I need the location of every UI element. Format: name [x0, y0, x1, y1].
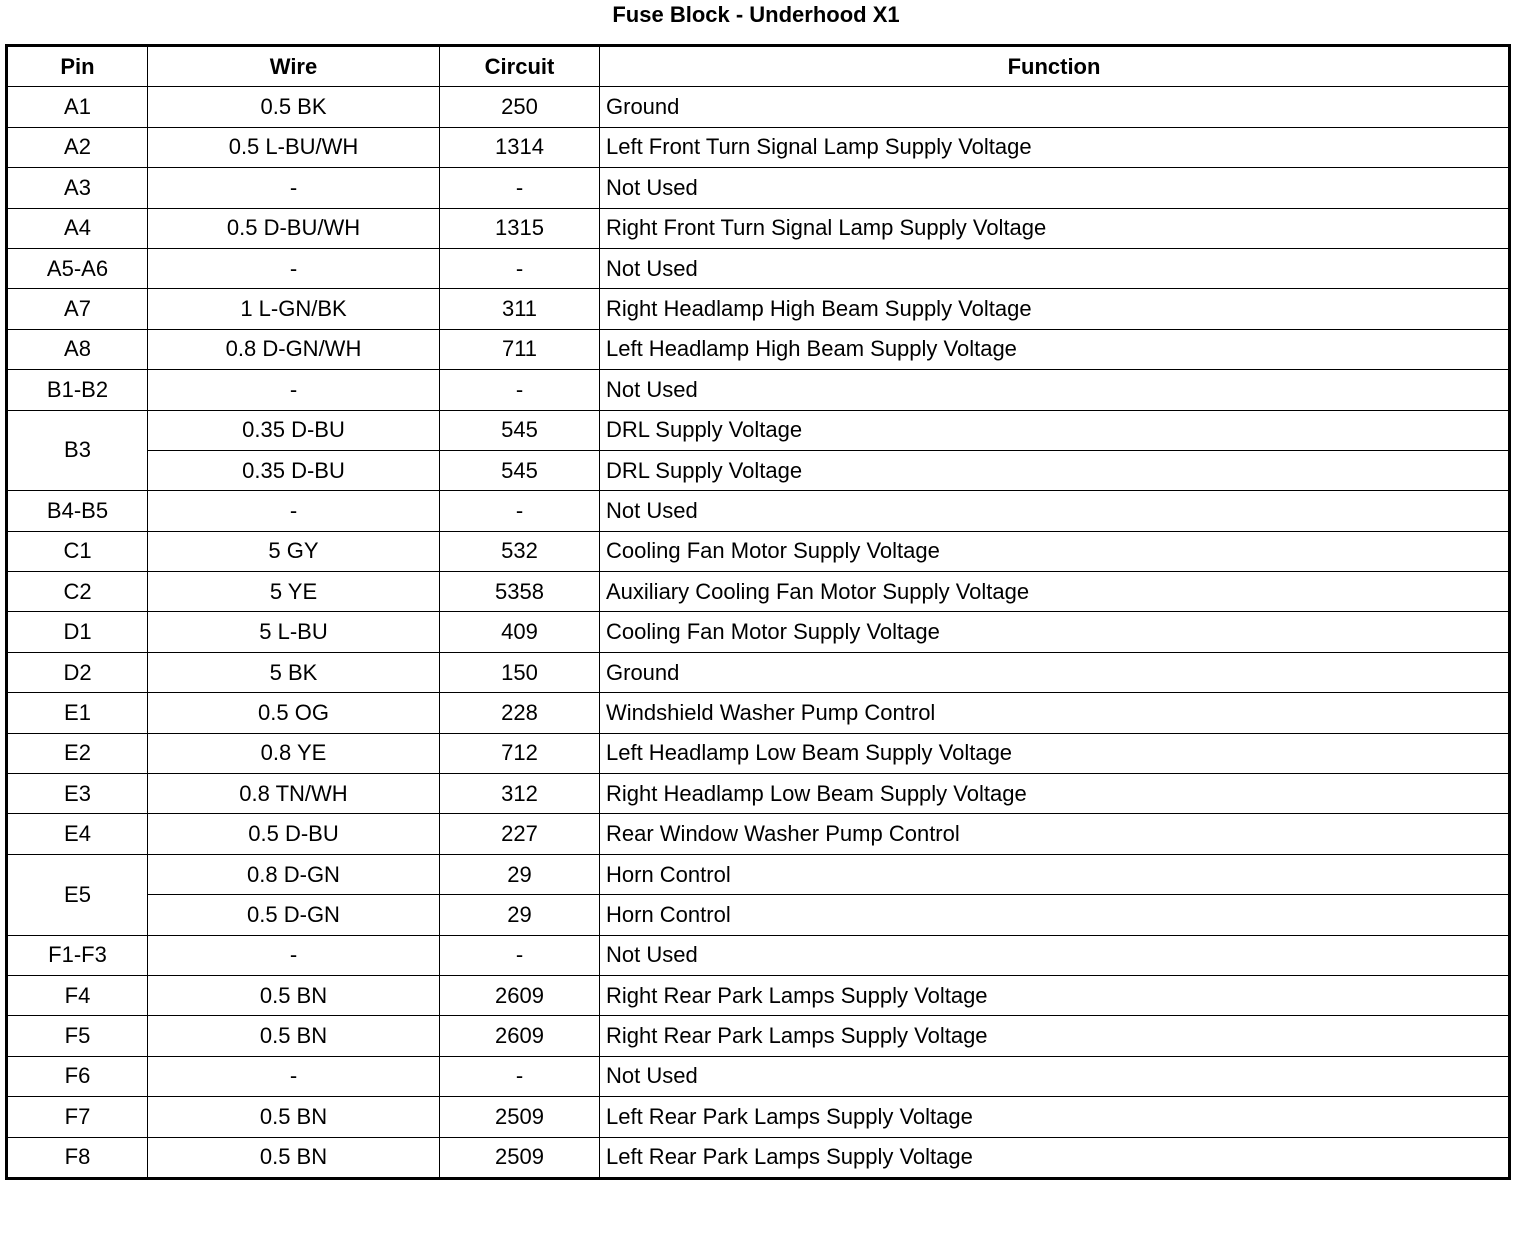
function-cell: Windshield Washer Pump Control	[600, 693, 1510, 733]
table-row	[7, 491, 1510, 531]
function-cell: Right Rear Park Lamps Supply Voltage	[600, 1016, 1510, 1056]
circuit-cell: 409	[440, 612, 600, 652]
circuit-cell: 29	[440, 854, 600, 894]
circuit-cell: 2509	[440, 1097, 600, 1137]
wire-cell: 0.5 BN	[148, 1016, 440, 1056]
table-row	[7, 774, 1510, 814]
function-cell: Left Rear Park Lamps Supply Voltage	[600, 1097, 1510, 1137]
pin-cell: A3	[7, 168, 148, 208]
table-row	[7, 329, 1510, 369]
pin-cell: A8	[7, 329, 148, 369]
connector-pinout-table	[5, 44, 1511, 1180]
wire-cell: 0.5 BK	[148, 87, 440, 127]
table-header	[7, 46, 1510, 87]
table-row	[7, 733, 1510, 773]
function-cell: Right Headlamp Low Beam Supply Voltage	[600, 774, 1510, 814]
circuit-cell: -	[440, 370, 600, 410]
function-cell: Left Rear Park Lamps Supply Voltage	[600, 1137, 1510, 1178]
table-row	[7, 370, 1510, 410]
wire-cell: -	[148, 168, 440, 208]
wire-cell: 0.8 D-GN/WH	[148, 329, 440, 369]
table-row	[7, 975, 1510, 1015]
function-cell: Right Rear Park Lamps Supply Voltage	[600, 975, 1510, 1015]
column-header-circuit: Circuit	[440, 46, 600, 87]
pin-cell: B3	[7, 410, 148, 491]
circuit-cell: -	[440, 168, 600, 208]
circuit-cell: 228	[440, 693, 600, 733]
table-row	[7, 208, 1510, 248]
wire-cell: 0.5 BN	[148, 1137, 440, 1178]
pin-cell: E2	[7, 733, 148, 773]
column-header-pin: Pin	[7, 46, 148, 87]
function-cell: Ground	[600, 652, 1510, 692]
function-cell: Horn Control	[600, 854, 1510, 894]
function-cell: Rear Window Washer Pump Control	[600, 814, 1510, 854]
circuit-cell: 227	[440, 814, 600, 854]
function-cell: Not Used	[600, 491, 1510, 531]
function-cell: Not Used	[600, 370, 1510, 410]
table-body	[7, 87, 1510, 1179]
pin-cell: E4	[7, 814, 148, 854]
table-row	[7, 652, 1510, 692]
circuit-cell: 545	[440, 450, 600, 490]
wire-cell: 5 YE	[148, 572, 440, 612]
pin-cell: E5	[7, 854, 148, 935]
pin-cell: B4-B5	[7, 491, 148, 531]
pin-cell: F8	[7, 1137, 148, 1178]
header-row	[7, 46, 1510, 87]
pin-cell: E1	[7, 693, 148, 733]
table-row	[7, 450, 1510, 490]
table-row	[7, 1137, 1510, 1178]
function-cell: Right Front Turn Signal Lamp Supply Voltage	[600, 208, 1510, 248]
function-cell: Cooling Fan Motor Supply Voltage	[600, 612, 1510, 652]
circuit-cell: 2509	[440, 1137, 600, 1178]
circuit-cell: 150	[440, 652, 600, 692]
function-cell: Left Headlamp High Beam Supply Voltage	[600, 329, 1510, 369]
pin-cell: E3	[7, 774, 148, 814]
wire-cell: 0.5 BN	[148, 975, 440, 1015]
pin-cell: A7	[7, 289, 148, 329]
pin-cell: D2	[7, 652, 148, 692]
wire-cell: 0.5 D-GN	[148, 895, 440, 935]
circuit-cell: 2609	[440, 1016, 600, 1056]
circuit-cell: -	[440, 491, 600, 531]
page-title: Fuse Block - Underhood X1	[612, 2, 900, 27]
function-cell: Cooling Fan Motor Supply Voltage	[600, 531, 1510, 571]
pin-cell: F4	[7, 975, 148, 1015]
table-row	[7, 410, 1510, 450]
wire-cell: -	[148, 370, 440, 410]
table-row	[7, 168, 1510, 208]
table-row	[7, 814, 1510, 854]
wire-cell: 0.35 D-BU	[148, 450, 440, 490]
circuit-cell: 1315	[440, 208, 600, 248]
table-row	[7, 895, 1510, 935]
circuit-cell: 5358	[440, 572, 600, 612]
wire-cell: -	[148, 248, 440, 288]
pin-cell: F6	[7, 1056, 148, 1096]
wire-cell: 0.35 D-BU	[148, 410, 440, 450]
pin-cell: A1	[7, 87, 148, 127]
table-row	[7, 935, 1510, 975]
function-cell: Not Used	[600, 168, 1510, 208]
function-cell: Right Headlamp High Beam Supply Voltage	[600, 289, 1510, 329]
function-cell: Ground	[600, 87, 1510, 127]
wire-cell: 0.8 YE	[148, 733, 440, 773]
table-row	[7, 1056, 1510, 1096]
circuit-cell: 545	[440, 410, 600, 450]
wire-cell: -	[148, 1056, 440, 1096]
pin-cell: C2	[7, 572, 148, 612]
pin-cell: F5	[7, 1016, 148, 1056]
wire-cell: -	[148, 491, 440, 531]
function-cell: DRL Supply Voltage	[600, 410, 1510, 450]
circuit-cell: -	[440, 248, 600, 288]
pin-cell: A2	[7, 127, 148, 167]
circuit-cell: 711	[440, 329, 600, 369]
pin-cell: D1	[7, 612, 148, 652]
function-cell: Not Used	[600, 248, 1510, 288]
wire-cell: 0.5 BN	[148, 1097, 440, 1137]
function-cell: Left Headlamp Low Beam Supply Voltage	[600, 733, 1510, 773]
circuit-cell: 312	[440, 774, 600, 814]
table-row	[7, 1097, 1510, 1137]
circuit-cell: 532	[440, 531, 600, 571]
function-cell: Horn Control	[600, 895, 1510, 935]
wire-cell: 5 GY	[148, 531, 440, 571]
circuit-cell: 1314	[440, 127, 600, 167]
pin-cell: F7	[7, 1097, 148, 1137]
table-row	[7, 127, 1510, 167]
circuit-cell: 311	[440, 289, 600, 329]
pin-cell: A5-A6	[7, 248, 148, 288]
function-cell: Not Used	[600, 1056, 1510, 1096]
table-row	[7, 612, 1510, 652]
wire-cell: 0.8 D-GN	[148, 854, 440, 894]
table-row	[7, 854, 1510, 894]
column-header-wire: Wire	[148, 46, 440, 87]
wire-cell: 0.8 TN/WH	[148, 774, 440, 814]
circuit-cell: 29	[440, 895, 600, 935]
table-row	[7, 531, 1510, 571]
circuit-cell: 2609	[440, 975, 600, 1015]
table-row	[7, 572, 1510, 612]
function-cell: Left Front Turn Signal Lamp Supply Voltage	[600, 127, 1510, 167]
table-row	[7, 693, 1510, 733]
table-row	[7, 289, 1510, 329]
wire-cell: 0.5 D-BU/WH	[148, 208, 440, 248]
function-cell: Auxiliary Cooling Fan Motor Supply Voltage	[600, 572, 1510, 612]
table-row	[7, 248, 1510, 288]
circuit-cell: -	[440, 935, 600, 975]
table-row	[7, 87, 1510, 127]
wire-cell: 1 L-GN/BK	[148, 289, 440, 329]
function-cell: Not Used	[600, 935, 1510, 975]
wire-cell: 5 L-BU	[148, 612, 440, 652]
circuit-cell: 250	[440, 87, 600, 127]
pin-cell: C1	[7, 531, 148, 571]
pin-cell: B1-B2	[7, 370, 148, 410]
circuit-cell: 712	[440, 733, 600, 773]
wire-cell: 5 BK	[148, 652, 440, 692]
wire-cell: 0.5 D-BU	[148, 814, 440, 854]
circuit-cell: -	[440, 1056, 600, 1096]
function-cell: DRL Supply Voltage	[600, 450, 1510, 490]
pin-cell: F1-F3	[7, 935, 148, 975]
table-row	[7, 1016, 1510, 1056]
wire-cell: -	[148, 935, 440, 975]
column-header-function: Function	[600, 46, 1510, 87]
wire-cell: 0.5 L-BU/WH	[148, 127, 440, 167]
wire-cell: 0.5 OG	[148, 693, 440, 733]
pin-cell: A4	[7, 208, 148, 248]
